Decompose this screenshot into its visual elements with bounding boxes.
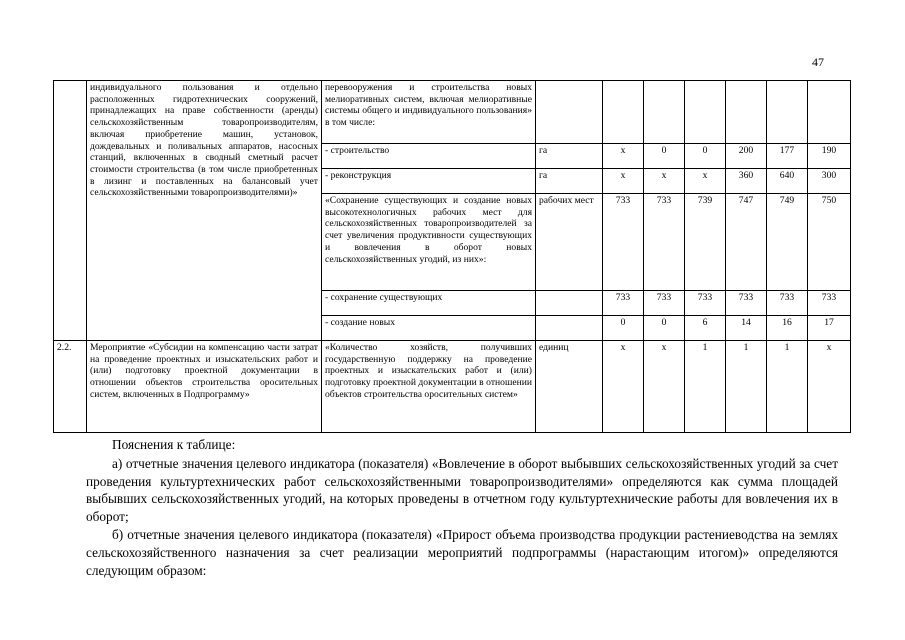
indicator-table xyxy=(53,80,851,433)
value-cell: х xyxy=(603,169,644,194)
indicator-sub-label: - реконструкция xyxy=(322,169,536,194)
unit-cell: рабочих мест xyxy=(536,194,603,291)
value-cell: х xyxy=(603,341,644,433)
value-cell: 6 xyxy=(685,316,726,341)
unit-cell: га xyxy=(536,144,603,169)
unit-cell: единиц xyxy=(536,341,603,433)
value-cell xyxy=(685,81,726,144)
value-cell: 1 xyxy=(685,341,726,433)
value-cell: 640 xyxy=(767,169,808,194)
value-cell xyxy=(808,81,851,144)
unit-cell xyxy=(536,81,603,144)
page-number: 47 xyxy=(812,55,824,69)
note-a: а) отчетные значения целевого индикатора (показателя) «Вовлечение в оборот выбывших сельскохозяйственных угодий за счет проведения культуртехнических работ сельскохозяйственными товаропроизводителями» определяются как сумма площадей выбывших сельскохозяйственных угодий, на которых проведены в отчетном году культуртехнические работы для вовлечения их в оборот; xyxy=(86,455,838,525)
value-cell: 17 xyxy=(808,316,851,341)
indicator-sub-label: - сохранение существующих xyxy=(322,291,536,316)
value-cell: 177 xyxy=(767,144,808,169)
value-cell: 360 xyxy=(726,169,767,194)
value-cell: 750 xyxy=(808,194,851,291)
value-cell: 0 xyxy=(644,144,685,169)
indicator-name: перевооружения и строительства новых мелиоративных систем, включая мелиоративные системы общего и индивидуального пользования» в том числе: xyxy=(322,81,536,144)
value-cell: 733 xyxy=(726,291,767,316)
indicator-name: «Сохранение существующих и создание новых высокотехнологичных рабочих мест для сельскохозяйственных товаропроизводителей за счет увеличения продуктивности существующих и вовлечения в оборот новых сельскохозяйственных угодий, из них»: xyxy=(322,194,536,291)
value-cell: 16 xyxy=(767,316,808,341)
table-notes xyxy=(86,436,838,580)
value-cell: х xyxy=(644,341,685,433)
measure-description: индивидуального пользования и отдельно расположенных гидротехнических сооружений, принадлежащих на праве собственности (аренды) сельскохозяйственным товаропроизводителям, включая приобретение машин, установок, дождевальных и поливальных аппаратов, насосных станций, включенных в сводный сметный расчет стоимости строительства (в том числе приобретенных в лизинг и поставленных на балансовый учет сельскохозяйственными товаропроизводителями)» xyxy=(87,81,322,341)
notes-title: Пояснения к таблице: xyxy=(112,437,236,452)
value-cell xyxy=(603,81,644,144)
value-cell: 747 xyxy=(726,194,767,291)
value-cell xyxy=(726,81,767,144)
value-cell xyxy=(644,81,685,144)
value-cell: 1 xyxy=(767,341,808,433)
value-cell: 0 xyxy=(603,316,644,341)
value-cell: 733 xyxy=(644,194,685,291)
value-cell: 739 xyxy=(685,194,726,291)
table-row xyxy=(54,341,851,433)
value-cell xyxy=(767,81,808,144)
value-cell: 749 xyxy=(767,194,808,291)
value-cell: 14 xyxy=(726,316,767,341)
value-cell: 733 xyxy=(644,291,685,316)
value-cell: 733 xyxy=(808,291,851,316)
row-number-cell: 2.2. xyxy=(54,341,87,433)
value-cell: х xyxy=(603,144,644,169)
value-cell: 190 xyxy=(808,144,851,169)
value-cell: 300 xyxy=(808,169,851,194)
value-cell: 733 xyxy=(767,291,808,316)
note-b: б) отчетные значения целевого индикатора (показателя) «Прирост объема производства продукции растениеводства на землях сельскохозяйственного назначения за счет реализации мероприятий подпрограммы (нарастающим итогом)» определяются следующим образом: xyxy=(86,527,838,578)
measure-description: Мероприятие «Субсидии на компенсацию части затрат на проведение проектных и изыскательских работ и (или) подготовку проектной документации в отношении объектов строительства оросительных систем, включенных в Подпрограмму» xyxy=(87,341,322,433)
indicator-name: «Количество хозяйств, получивших государственную поддержку на проведение проектных и изыскательских работ и (или) подготовку проектной документации в отношении объектов строительства оросительных систем» xyxy=(322,341,536,433)
indicator-sub-label: - создание новых xyxy=(322,316,536,341)
table-row xyxy=(54,81,851,144)
value-cell: 0 xyxy=(685,144,726,169)
unit-cell xyxy=(536,291,603,316)
value-cell: х xyxy=(685,169,726,194)
value-cell: 0 xyxy=(644,316,685,341)
unit-cell xyxy=(536,316,603,341)
value-cell: 200 xyxy=(726,144,767,169)
value-cell: х xyxy=(644,169,685,194)
value-cell: х xyxy=(808,341,851,433)
value-cell: 733 xyxy=(685,291,726,316)
value-cell: 1 xyxy=(726,341,767,433)
row-number-cell xyxy=(54,81,87,341)
value-cell: 733 xyxy=(603,194,644,291)
unit-cell: га xyxy=(536,169,603,194)
indicator-sub-label: - строительство xyxy=(322,144,536,169)
value-cell: 733 xyxy=(603,291,644,316)
